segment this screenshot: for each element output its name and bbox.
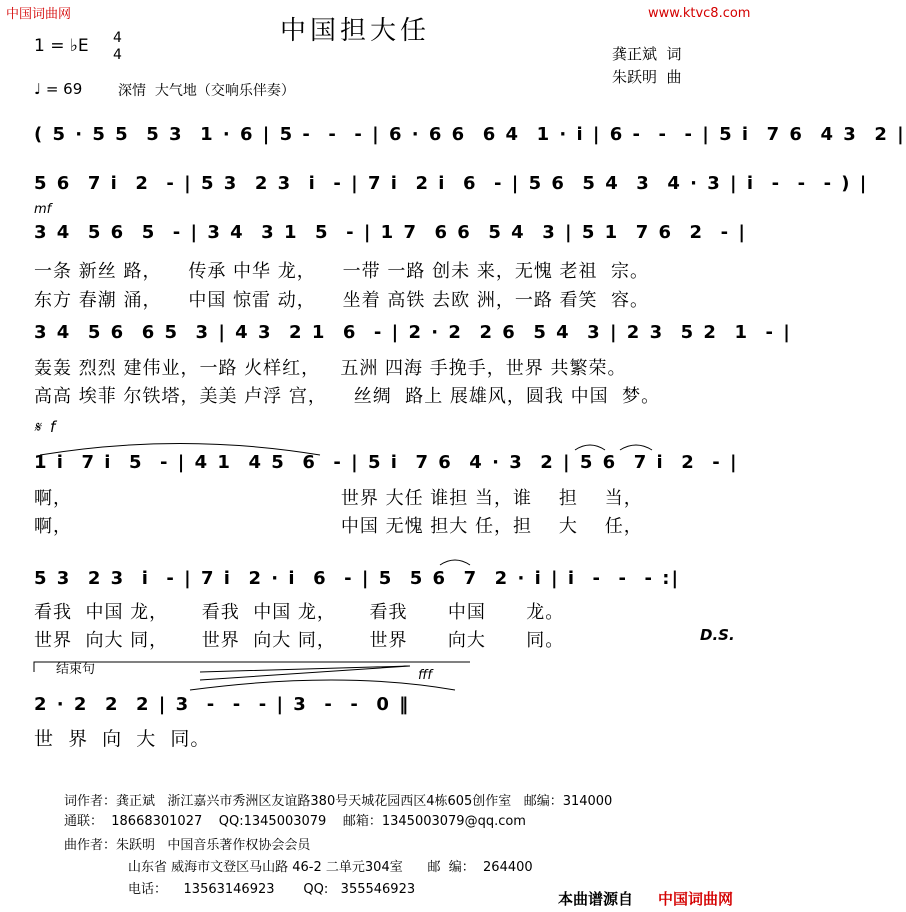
- lyrics-row-3-verse-1: 一条 新丝 路， 传承 中华 龙， 一带 一路 创未 来，无愧 老祖 宗。: [34, 261, 649, 282]
- tie-row-7: [190, 680, 455, 690]
- dynamic-mf: mf: [34, 202, 52, 217]
- expression-marking: 深情 大气地（交响乐伴奏）: [118, 83, 295, 99]
- lyrics-row-4-verse-1: 轰轰 烈烈 建伟业，一路 火样红， 五洲 四海 手挽手，世界 共繁荣。: [34, 358, 627, 379]
- dynamic-fff: fff: [418, 668, 432, 683]
- lyrics-row-3-verse-2: 东方 春潮 涌， 中国 惊雷 动， 坐着 高铁 去欧 洲，一路 看笑 容。: [34, 290, 649, 311]
- notation-row-7: 2 · 2 2 2 | 3 - - - | 3 - - 0 ‖: [34, 694, 411, 715]
- time-signature-bottom: 4: [113, 47, 122, 63]
- notation-row-4: 3 4 5 6 6 5 3 | 4 3 2 1 6 - | 2 · 2 2 6 5 4 3 | 2 3 5 2 1 - |: [34, 322, 792, 343]
- site-url-top-right: www.ktvc8.com: [648, 6, 751, 21]
- lyrics-row-6-verse-2: 世界 向大 同， 世界 向大 同， 世界 向大 同。: [34, 630, 565, 651]
- crescendo-hairpin: [200, 666, 410, 680]
- key-signature: 1 = ♭E: [34, 36, 89, 56]
- notation-row-3: 3 4 5 6 5 - | 3 4 3 1 5 - | 1 7 6 6 5 4 3 | 5 1 7 6 2 - |: [34, 222, 747, 243]
- dal-segno-marking: D.S.: [700, 626, 735, 644]
- notation-row-2: 5 6 7 i 2 - | 5 3 2 3 i - | 7 i 2 i 6 - | 5 6 5 4 3 4 · 3 | i - - - ) |: [34, 173, 869, 194]
- lyricist-credit: 龚正斌 词: [612, 45, 682, 63]
- footer-source-site: 中国词曲网: [658, 890, 734, 908]
- lyrics-row-6-verse-1: 看我 中国 龙， 看我 中国 龙， 看我 中国 龙。: [34, 602, 565, 623]
- footer-lyricist-address: 词作者：龚正斌 浙江嘉兴市秀洲区友谊路380号天城花园西区4栋605创作室 邮编：314000: [64, 794, 613, 809]
- tempo-marking: ♩ = 69: [34, 80, 83, 98]
- slur-row-6: [440, 560, 470, 565]
- lyrics-row-4-verse-2: 高高 埃菲 尔铁塔，美美 卢浮 宫， 丝绸 路上 展雄风，圆我 中国 梦。: [34, 386, 661, 407]
- footer-lyricist-contact: 通联： 18668301027 QQ:1345003079 邮箱：1345003079@qq.com: [64, 814, 526, 829]
- segno-forte-marking: 𝄋 f: [34, 418, 56, 436]
- slur-row-5-c: [620, 445, 652, 450]
- footer-composer-address: 山东省 威海市文登区马山路 46-2 二单元304室 邮 编： 264400: [128, 860, 533, 875]
- slur-row-5: [40, 444, 320, 456]
- lyrics-row-5-verse-1: 啊， 世界 大任 谁担 当，谁 担 当，: [34, 488, 643, 509]
- footer-source-label: 本曲谱源自: [558, 890, 634, 908]
- composer-credit: 朱跃明 曲: [612, 68, 682, 86]
- footer-composer-contact: 电话： 13563146923 QQ: 355546923: [128, 882, 416, 897]
- notation-row-5: 1 i 7 i 5 - | 4 1 4 5 6 - | 5 i 7 6 4 · 3 2 | 5 6 7 i 2 - |: [34, 452, 739, 473]
- lyrics-row-5-verse-2: 啊， 中国 无愧 担大 任，担 大 任，: [34, 516, 643, 537]
- notation-row-1: ( 5 · 5 5 5 3 1 · 6 | 5 - - - | 6 · 6 6 6 4 1 · i | 6 - - - | 5 i 7 6 4 3 2 |: [34, 124, 906, 145]
- time-signature-top: 4: [113, 30, 122, 46]
- footer-composer: 曲作者：朱跃明 中国音乐著作权协会会员: [64, 838, 311, 853]
- notation-row-6: 5 3 2 3 i - | 7 i 2 · i 6 - | 5 5 6 7 2 · i | i - - - :|: [34, 568, 681, 589]
- song-title: 中国担大任: [280, 16, 431, 46]
- coda-label: 结束句: [56, 662, 96, 677]
- slur-row-5-b: [575, 445, 605, 450]
- lyrics-row-7: 世 界 向 大 同。: [34, 728, 211, 750]
- site-logo-top-left: 中国词曲网: [6, 7, 72, 22]
